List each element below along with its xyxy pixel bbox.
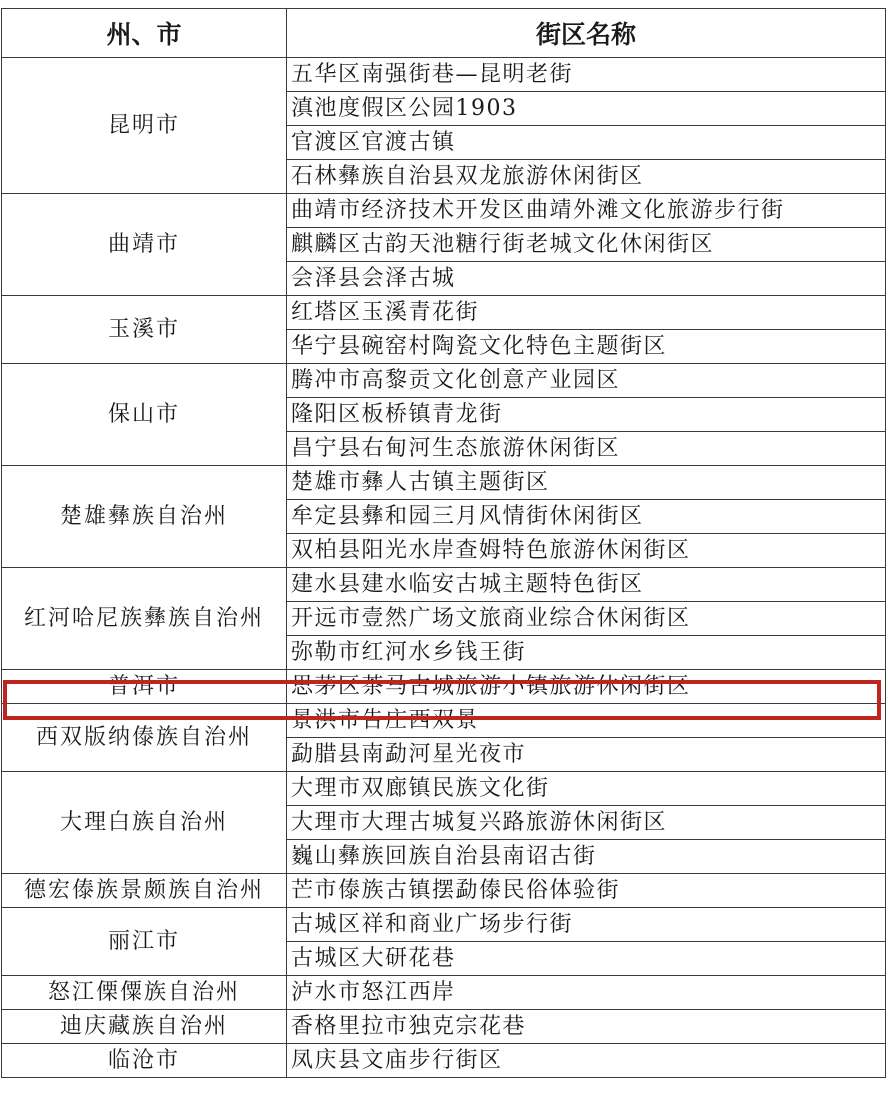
table-row	[2, 772, 886, 806]
table-row	[2, 568, 886, 602]
street-cell: 五华区南强街巷—昆明老街	[287, 58, 886, 92]
region-cell: 曲靖市	[2, 194, 287, 296]
street-cell: 会泽县会泽古城	[287, 262, 886, 296]
table-row	[2, 670, 886, 704]
street-cell: 弥勒市红河水乡钱王街	[287, 636, 886, 670]
region-cell: 玉溪市	[2, 296, 287, 364]
street-cell: 景洪市告庄西双景	[287, 704, 886, 738]
region-column-header: 州、市	[2, 9, 287, 58]
district-table	[1, 8, 886, 1078]
table-row	[2, 908, 886, 942]
street-cell: 巍山彝族回族自治县南诏古街	[287, 840, 886, 874]
street-cell: 曲靖市经济技术开发区曲靖外滩文化旅游步行街	[287, 194, 886, 228]
region-cell: 昆明市	[2, 58, 287, 194]
street-cell: 隆阳区板桥镇青龙街	[287, 398, 886, 432]
region-cell: 楚雄彝族自治州	[2, 466, 287, 568]
street-cell: 凤庆县文庙步行街区	[287, 1044, 886, 1078]
street-cell: 思茅区茶马古城旅游小镇旅游休闲街区	[287, 670, 886, 704]
region-cell: 丽江市	[2, 908, 287, 976]
street-cell: 泸水市怒江西岸	[287, 976, 886, 1010]
street-cell: 滇池度假区公园1903	[287, 92, 886, 126]
region-cell: 临沧市	[2, 1044, 287, 1078]
street-cell: 腾冲市高黎贡文化创意产业园区	[287, 364, 886, 398]
region-cell: 怒江傈僳族自治州	[2, 976, 287, 1010]
table-header-row	[2, 9, 886, 58]
region-cell: 普洱市	[2, 670, 287, 704]
street-cell: 楚雄市彝人古镇主题街区	[287, 466, 886, 500]
street-cell: 昌宁县右甸河生态旅游休闲街区	[287, 432, 886, 466]
street-cell: 牟定县彝和园三月风情街休闲街区	[287, 500, 886, 534]
table-row	[2, 1044, 886, 1078]
street-cell: 大理市双廊镇民族文化街	[287, 772, 886, 806]
street-cell: 香格里拉市独克宗花巷	[287, 1010, 886, 1044]
region-cell: 大理白族自治州	[2, 772, 287, 874]
region-cell: 保山市	[2, 364, 287, 466]
table-row	[2, 194, 886, 228]
region-cell: 德宏傣族景颇族自治州	[2, 874, 287, 908]
table-row	[2, 364, 886, 398]
street-column-header: 街区名称	[287, 9, 886, 58]
region-cell: 红河哈尼族彝族自治州	[2, 568, 287, 670]
table-row	[2, 58, 886, 92]
table-row	[2, 466, 886, 500]
street-cell: 石林彝族自治县双龙旅游休闲街区	[287, 160, 886, 194]
region-cell: 迪庆藏族自治州	[2, 1010, 287, 1044]
street-cell: 官渡区官渡古镇	[287, 126, 886, 160]
street-cell: 古城区大研花巷	[287, 942, 886, 976]
street-cell: 大理市大理古城复兴路旅游休闲街区	[287, 806, 886, 840]
street-cell: 芒市傣族古镇摆勐傣民俗体验街	[287, 874, 886, 908]
street-cell: 建水县建水临安古城主题特色街区	[287, 568, 886, 602]
table-row	[2, 976, 886, 1010]
street-cell: 勐腊县南勐河星光夜市	[287, 738, 886, 772]
table-body	[2, 58, 886, 1078]
street-cell: 开远市壹然广场文旅商业综合休闲街区	[287, 602, 886, 636]
street-cell: 红塔区玉溪青花街	[287, 296, 886, 330]
region-cell: 西双版纳傣族自治州	[2, 704, 287, 772]
table-row	[2, 296, 886, 330]
street-cell: 华宁县碗窑村陶瓷文化特色主题街区	[287, 330, 886, 364]
street-cell: 双柏县阳光水岸查姆特色旅游休闲街区	[287, 534, 886, 568]
table-row	[2, 874, 886, 908]
street-cell: 古城区祥和商业广场步行街	[287, 908, 886, 942]
table-row	[2, 1010, 886, 1044]
table-row	[2, 704, 886, 738]
street-cell: 麒麟区古韵天池糖行街老城文化休闲街区	[287, 228, 886, 262]
